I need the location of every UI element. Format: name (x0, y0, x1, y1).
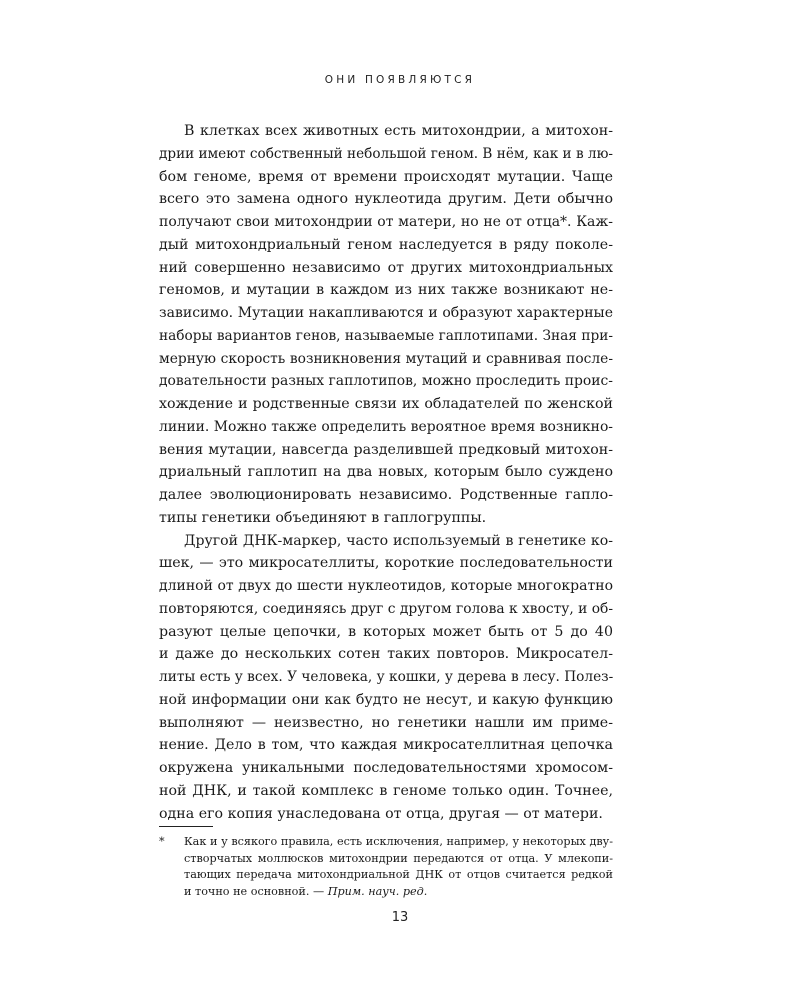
text-line: вения мутации, навсегда разделившей предковый митохон- (159, 441, 613, 458)
text-line: повторяются, соединяясь друг с другом голова к хвосту, и об- (159, 600, 613, 617)
text-line: довательности разных гаплотипов, можно проследить проис- (159, 373, 613, 390)
text-line: окружена уникальными последовательностями хромосом- (159, 760, 613, 776)
text-line: и даже до нескольких сотен таких повторов. Микросател- (159, 646, 613, 663)
text-line: дый митохондриальный геном наследуется в ряду поколе- (159, 236, 613, 253)
footnote-editor-note: Прим. науч. ред. (327, 884, 428, 898)
paragraph-1 (159, 120, 613, 530)
running-head: ОНИ ПОЯВЛЯЮТСЯ (324, 74, 476, 86)
page-number: 13 (391, 910, 409, 925)
text-line: типы генетики объединяют в гаплогруппы. (159, 509, 487, 526)
text-line: ной ДНК, и такой комплекс в геноме только один. Точнее, (159, 782, 613, 799)
footnote-tail-text: и точно не основной. — (184, 884, 328, 898)
paragraph-2 (159, 530, 613, 826)
footnote-line: створчатых моллюсков митохондрии передаются от отца. У млекопи- (184, 851, 613, 865)
text-line: дриальный гаплотип на два новых, которым было суждено (159, 464, 613, 481)
text-line: одна его копия унаследована от отца, другая — от матери. (159, 805, 603, 822)
text-line: зависимо. Мутации накапливаются и образуют характерные (159, 305, 613, 321)
text-line: всего это замена одного нуклеотида другим. Дети обычно (159, 191, 613, 208)
footnote-line: Как и у всякого правила, есть исключения, например, у некоторых дву- (184, 835, 613, 848)
text-line: хождение и родственные связи их обладателей по женской (159, 396, 613, 412)
text-line: ний совершенно независимо от других митохондриальных (159, 259, 613, 276)
text-line: наборы вариантов генов, называемые гаплотипами. Зная при- (159, 327, 613, 344)
text-line: ной информации они как будто не несут, и какую функцию (159, 691, 613, 708)
text-line: нение. Дело в том, что каждая микросателлитная цепочка (159, 737, 613, 754)
text-line: мерную скорость возникновения мутаций и сравнивая после- (159, 350, 613, 367)
footnote-divider (159, 826, 213, 827)
body-text (159, 120, 613, 825)
text-line: длиной от двух до шести нуклеотидов, которые многократно (159, 578, 613, 594)
text-line: Другой ДНК-маркер, часто используемый в генетике ко- (184, 532, 613, 549)
footnote-marker: * (159, 835, 165, 848)
text-line: бом геноме, время от времени происходят мутации. Чаще (159, 168, 613, 185)
text-line: дрии имеют собственный небольшой геном. В нём, как и в лю- (159, 145, 613, 162)
footnote-text (184, 834, 613, 900)
text-line: выполняют — неизвестно, но генетики нашли им приме- (159, 714, 613, 731)
text-line: разуют целые цепочки, в которых может быть от 5 до 40 (159, 623, 613, 640)
text-line: получают свои митохондрии от матери, но не от отца*. Каж- (159, 214, 613, 230)
text-line: геномов, и мутации в каждом из них также возникают не- (159, 282, 613, 299)
footnote-line-last (184, 884, 613, 901)
text-line: шек, — это микросателлиты, короткие последовательности (159, 555, 613, 572)
text-line: далее эволюционировать независимо. Родственные гапло- (159, 487, 613, 503)
text-line: В клетках всех животных есть митохондрии, а митохон- (184, 123, 613, 139)
text-line: литы есть у всех. У человека, у кошки, у дерева в лесу. Полез- (159, 669, 614, 685)
text-line: линии. Можно также определить вероятное время возникно- (159, 418, 613, 435)
footnote-line: тающих передача митохондриальной ДНК от отцов считается редкой (184, 868, 613, 881)
footnote (159, 834, 613, 900)
